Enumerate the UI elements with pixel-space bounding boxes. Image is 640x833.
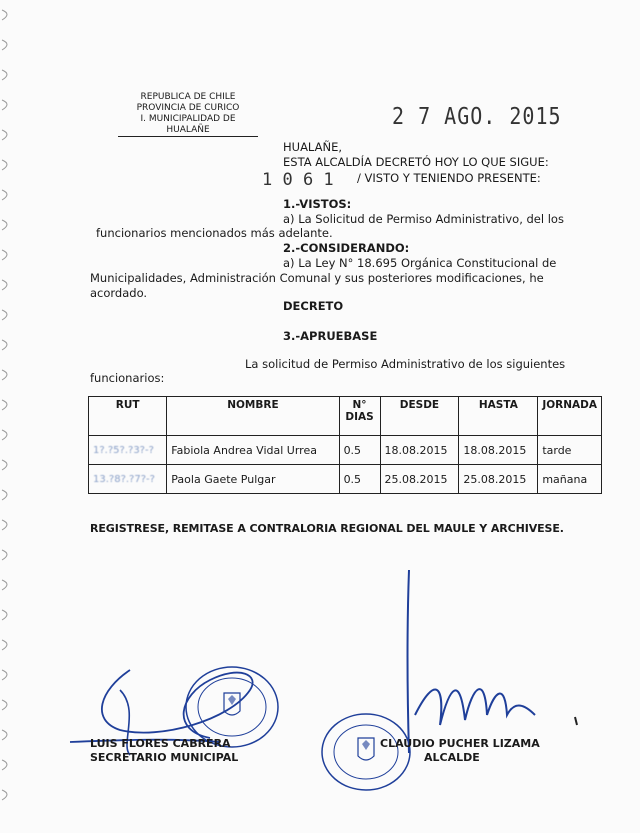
considerando-text-c: acordado. (90, 286, 148, 300)
table-row (89, 436, 602, 465)
cell-dias: 0.5 (339, 465, 380, 494)
left-signatory-name: LUIS FLORES CABRERA (90, 737, 231, 750)
closing-line: REGISTRESE, REMITASE A CONTRALORIA REGIONAL DEL MAULE Y ARCHIVESE. (90, 522, 564, 535)
letterhead-province: PROVINCIA DE CURICO (136, 103, 240, 113)
cell-nombre: Fabiola Andrea Vidal Urrea (167, 436, 339, 465)
table-row (89, 465, 602, 494)
signature-right (395, 565, 595, 760)
letterhead-municipality: I. MUNICIPALIDAD DE HUALAÑE (118, 114, 258, 137)
col-hasta: HASTA (459, 397, 538, 436)
cell-hasta: 18.08.2015 (459, 436, 538, 465)
col-rut: RUT (89, 397, 167, 436)
cell-desde: 25.08.2015 (380, 465, 459, 494)
left-signatory-title: SECRETARIO MUNICIPAL (90, 751, 239, 764)
col-nombre: NOMBRE (167, 397, 339, 436)
place-label: HUALAÑE, (283, 140, 342, 154)
cell-jornada: mañana (538, 465, 602, 494)
letterhead (118, 92, 258, 137)
rut-redacted: 1?.?5?.?3?-? (89, 436, 167, 465)
permit-table (88, 396, 602, 494)
date-stamp: 2 7 AGO. 2015 (392, 102, 562, 130)
cell-desde: 18.08.2015 (380, 436, 459, 465)
col-desde: DESDE (380, 397, 459, 436)
considerando-heading: 2.-CONSIDERANDO: (283, 241, 410, 255)
solicitud-line2: funcionarios: (90, 371, 165, 385)
cell-dias: 0.5 (339, 436, 380, 465)
cell-hasta: 25.08.2015 (459, 465, 538, 494)
decree-line: ESTA ALCALDÍA DECRETÓ HOY LO QUE SIGUE: (283, 155, 549, 169)
vistos-text-a: a) La Solicitud de Permiso Administrativo, del los (283, 212, 564, 226)
solicitud-line1: La solicitud de Permiso Administrativo de los siguientes (245, 357, 566, 371)
decree-number: 1 0 6 1 (262, 170, 334, 190)
binding-spiral (0, 0, 18, 833)
rut-redacted: 13.?8?.?7?-? (89, 465, 167, 494)
col-dias: N° DIAS (339, 397, 380, 436)
cell-jornada: tarde (538, 436, 602, 465)
table-header-row (89, 397, 602, 436)
considerando-text-b: Municipalidades, Administración Comunal y sus posteriores modificaciones, he (90, 271, 544, 285)
right-signatory-name: CLAUDIO PUCHER LIZAMA (380, 737, 540, 750)
apruebase-heading: 3.-APRUEBASE (283, 329, 378, 343)
considerando-text-a: a) La Ley N° 18.695 Orgánica Constitucional de (283, 256, 557, 270)
col-jornada: JORNADA (538, 397, 602, 436)
decreto-heading: DECRETO (283, 299, 344, 313)
vistos-heading: 1.-VISTOS: (283, 197, 352, 211)
letterhead-country: REPUBLICA DE CHILE (140, 92, 236, 102)
cell-nombre: Paola Gaete Pulgar (167, 465, 339, 494)
visto-line: / VISTO Y TENIENDO PRESENTE: (357, 171, 541, 185)
vistos-text-b: funcionarios mencionados más adelante. (96, 226, 333, 240)
right-signatory-title: ALCALDE (424, 751, 480, 764)
